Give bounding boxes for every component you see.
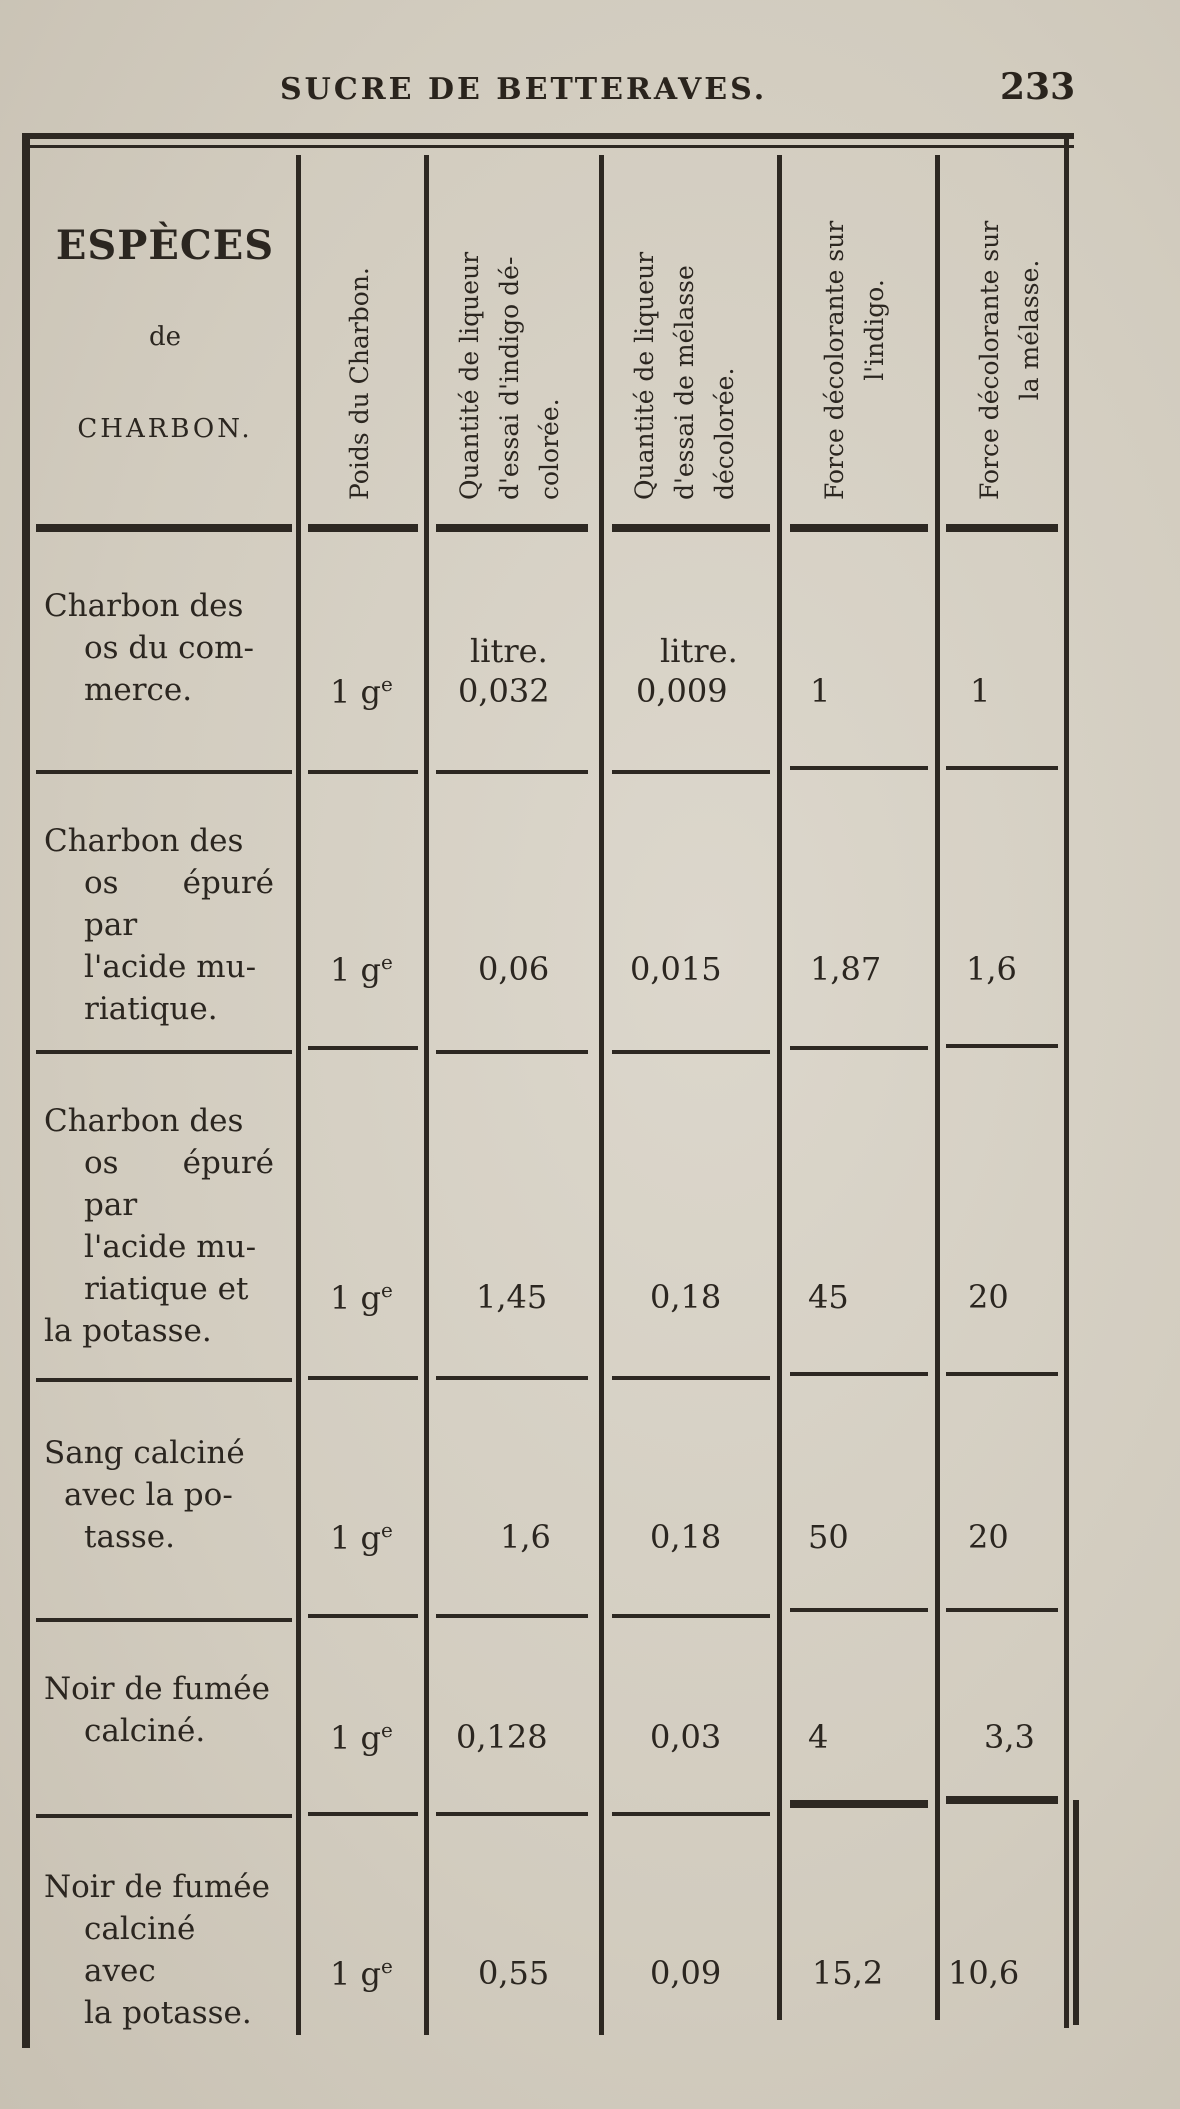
table-right-border bbox=[1064, 133, 1069, 2028]
header-species-de: de bbox=[148, 322, 182, 352]
row-divider bbox=[612, 1376, 770, 1380]
table-top-rule-thin bbox=[22, 145, 1074, 148]
row-divider bbox=[436, 1812, 588, 1816]
row-divider bbox=[36, 1814, 292, 1818]
row-species: Noir de fumée calciné. bbox=[44, 1671, 270, 1749]
row-indigo-quantity: 0,06 bbox=[478, 950, 550, 988]
row-divider bbox=[36, 1050, 292, 1054]
header-rule bbox=[36, 524, 292, 532]
unit-label-molasses: litre. bbox=[660, 632, 738, 670]
row-weight: 1 $g^e$ bbox=[330, 1278, 393, 1317]
row-molasses-force: 20 bbox=[968, 1278, 1009, 1316]
row-divider bbox=[790, 1372, 928, 1376]
row-species: Sang calciné avec la po- tasse. bbox=[44, 1435, 245, 1555]
row-weight: 1 $g^e$ bbox=[330, 1518, 393, 1557]
row-molasses-force: 1 bbox=[970, 672, 991, 710]
row-molasses-force: 1,6 bbox=[966, 950, 1017, 988]
row-divider bbox=[946, 1372, 1058, 1376]
row-weight: 1 $g^e$ bbox=[330, 950, 393, 989]
row-divider bbox=[612, 1050, 770, 1054]
row-divider bbox=[790, 1046, 928, 1050]
row-molasses-quantity: 0,015 bbox=[630, 950, 722, 988]
row-molasses-force: 10,6 bbox=[948, 1954, 1020, 1992]
row-divider bbox=[436, 1376, 588, 1380]
row-divider bbox=[308, 770, 418, 774]
row-indigo-force: 50 bbox=[808, 1518, 849, 1556]
row-weight: 1 $g^e$ bbox=[330, 672, 393, 711]
row-divider bbox=[612, 770, 770, 774]
row-weight: 1 $g^e$ bbox=[330, 1954, 393, 1993]
row-species: Charbon des os du com- merce. bbox=[44, 588, 254, 708]
column-divider bbox=[424, 155, 429, 2035]
row-divider bbox=[36, 770, 292, 774]
row-molasses-quantity: 0,03 bbox=[650, 1718, 722, 1756]
header-species-title: ESPÈCES bbox=[55, 222, 275, 269]
header-rule bbox=[946, 524, 1058, 532]
row-divider bbox=[36, 1378, 292, 1382]
row-molasses-quantity: 0,09 bbox=[650, 1954, 722, 1992]
row-indigo-quantity: 0,55 bbox=[478, 1954, 550, 1992]
row-molasses-quantity: 0,009 bbox=[636, 672, 728, 710]
row-indigo-force: 1,87 bbox=[810, 950, 882, 988]
unit-label-indigo: litre. bbox=[470, 632, 548, 670]
row-molasses-force: 3,3 bbox=[984, 1718, 1035, 1756]
row-indigo-force: 4 bbox=[808, 1718, 829, 1756]
running-title: SUCRE DE BETTERAVES. bbox=[280, 72, 768, 107]
column-divider bbox=[777, 155, 782, 2020]
table-left-border bbox=[22, 133, 30, 2048]
column-divider bbox=[599, 155, 604, 2035]
row-indigo-force: 1 bbox=[810, 672, 831, 710]
row-molasses-quantity: 0,18 bbox=[650, 1278, 722, 1316]
column-divider bbox=[935, 155, 940, 2020]
row-species: Noir de fumée calciné avec la potasse. bbox=[44, 1869, 270, 2031]
row-divider bbox=[790, 766, 928, 770]
row-divider bbox=[946, 1608, 1058, 1612]
row-divider bbox=[308, 1614, 418, 1618]
header-rule bbox=[790, 524, 928, 532]
row-divider bbox=[612, 1812, 770, 1816]
row-divider bbox=[436, 770, 588, 774]
row-indigo-force: 45 bbox=[808, 1278, 849, 1316]
row-divider bbox=[308, 1376, 418, 1380]
header-rule bbox=[436, 524, 588, 532]
header-species-charbon: CHARBON. bbox=[77, 414, 253, 444]
row-divider bbox=[790, 1800, 928, 1808]
row-species: Charbon des os épuré par l'acide mu- riatique et la potasse. bbox=[44, 1103, 274, 1349]
row-molasses-force: 20 bbox=[968, 1518, 1009, 1556]
table-right-border-outer bbox=[1073, 1800, 1079, 2025]
column-divider bbox=[296, 155, 301, 2035]
row-divider bbox=[946, 766, 1058, 770]
page-number: 233 bbox=[1000, 66, 1076, 108]
row-species: Charbon des os épuré par l'acide mu- riatique. bbox=[44, 823, 274, 1027]
row-indigo-quantity: 0,032 bbox=[458, 672, 550, 710]
row-divider bbox=[36, 1618, 292, 1622]
row-divider bbox=[436, 1614, 588, 1618]
header-rule bbox=[612, 524, 770, 532]
header-rule bbox=[308, 524, 418, 532]
row-divider bbox=[946, 1044, 1058, 1048]
row-indigo-force: 15,2 bbox=[812, 1954, 884, 1992]
row-divider bbox=[308, 1046, 418, 1050]
row-indigo-quantity: 1,45 bbox=[476, 1278, 548, 1316]
row-divider bbox=[946, 1796, 1058, 1804]
row-indigo-quantity: 1,6 bbox=[500, 1518, 551, 1556]
row-molasses-quantity: 0,18 bbox=[650, 1518, 722, 1556]
row-weight: 1 $g^e$ bbox=[330, 1718, 393, 1757]
table-top-rule bbox=[22, 133, 1074, 139]
row-indigo-quantity: 0,128 bbox=[456, 1718, 548, 1756]
row-divider bbox=[308, 1812, 418, 1816]
row-divider bbox=[436, 1050, 588, 1054]
row-divider bbox=[790, 1608, 928, 1612]
row-divider bbox=[612, 1614, 770, 1618]
book-page: SUCRE DE BETTERAVES. 233 ESPÈCES de CHARBON. Poids du Charbon. Quantité de liqueur d'essai d'indigo dé- colorée. Quantité de liqueur d'essai de mélasse décolorée. Force décolorante sur l'indigo. Force décolorante sur la mélasse. litre. litre. Charbon des os du com- merce. 1 $g^e$ 0,032 0,009 1 1 Charbon des os épuré par l'acide mu- riatique. 1 $g^e$ 0,06 0,015 1,87 1,6 Charbon des os épuré par l'acide mu- riatique et la potasse. 1 $g^e$ 1,45 0,18 45 20 Sang calciné avec la po- tasse. 1 $g^e$ 1,6 0,18 50 20 Noir de fumée calciné. 1 $g^e$ 0,128 0,03 4 3,3 Noir de fumée calciné avec la potasse. 1 $g^e$ 0,55 0,09 15,2 10,6 bbox=[0, 0, 1180, 2109]
